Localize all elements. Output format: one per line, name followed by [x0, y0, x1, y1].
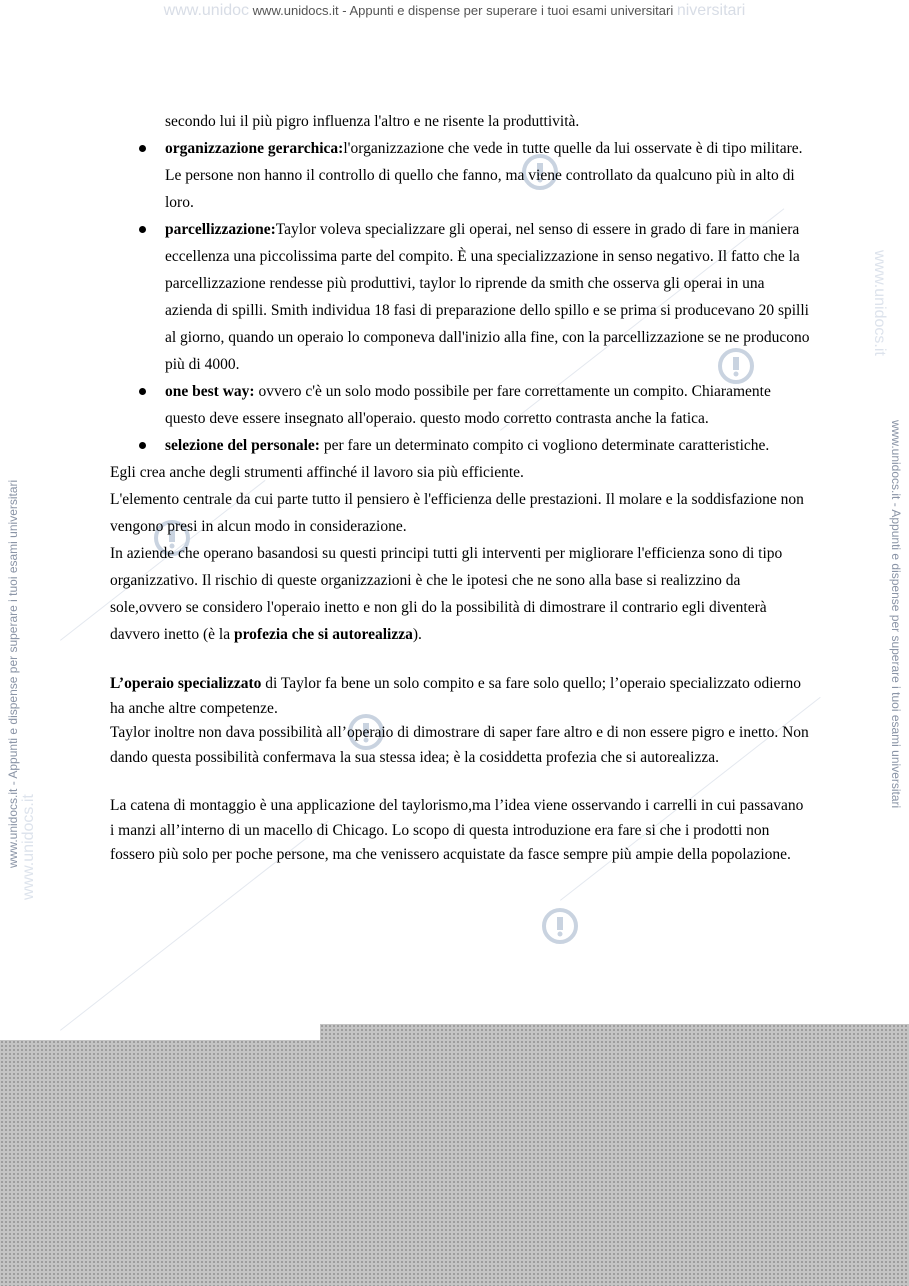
bullet-dot: [139, 145, 146, 152]
paragraph-elemento-centrale: L'elemento centrale da cui parte tutto il pensiero è l'efficienza delle prestazioni. Il molare e la soddisfazione non vengono presi in alcun modo in considerazione.: [110, 491, 804, 535]
left-side-faded-watermark: www.unidocs.it: [20, 794, 37, 900]
unidocs-logo-icon: [540, 906, 580, 946]
paragraph-aziende: [110, 540, 810, 648]
bullet-item-parcellizzazione: [110, 216, 810, 378]
header-watermark-text: www.unidocs.it - Appunti e dispense per superare i tuoi esami universitari: [252, 3, 674, 18]
bullet-term: organizzazione gerarchica:: [165, 140, 344, 157]
bullet-term: parcellizzazione:: [165, 221, 276, 238]
header-watermark-faded-left: www.unidoc: [163, 2, 250, 19]
paragraph-aziende-text: In aziende che operano basandosi su questi principi tutti gli interventi per migliorare l'efficienza sono di tipo organizzativo. Il rischio di queste organizzazioni è che le ipotesi che ne sono alla base si realizzino da sole,ovvero se considero l'operaio inetto e non gli do la possibilità di dimostrare il contrario egli diventerà davvero inetto (è la: [110, 545, 783, 643]
operaio-bold-text: L’operaio specializzato: [110, 675, 262, 692]
left-side-watermark: www.unidocs.it - Appunti e dispense per superare i tuoi esami universitari: [6, 479, 20, 868]
paragraph-operaio-text: di Taylor fa bene un solo compito e sa fare solo quello; l’operaio specializzato odierno ha anche altre competenze.: [110, 675, 802, 717]
bullet-term: one best way:: [165, 383, 255, 400]
paragraph-strumenti: Egli crea anche degli strumenti affinché il lavoro sia più efficiente.: [110, 464, 524, 481]
header-watermark-faded-right: niversitari: [676, 2, 746, 19]
bullet-continuation: [110, 108, 810, 135]
right-side-faded-watermark: www.unidocs.it: [871, 250, 888, 356]
bullet-text: per fare un determinato compito ci vogliono determinate caratteristiche.: [319, 437, 770, 454]
paragraph-catena-montaggio: La catena di montaggio è una applicazione del taylorismo,ma l’idea viene osservando i carrelli in cui passavano i manzi all’interno di un macello di Chicago. Lo scopo di questa introduzione era fare si che i prodotti non fossero più solo per poche persone, ma che venissero acquistate da fasce sempre più ampie della popolazione.: [110, 797, 804, 863]
bullet-term: selezione del personale:: [165, 437, 320, 454]
continuation-text: secondo lui il più pigro influenza l'altro e ne risente la produttività.: [165, 113, 580, 130]
bullet-dot: [139, 388, 146, 395]
bullet-dot: [139, 226, 146, 233]
document-body: [110, 108, 810, 868]
paragraph-gap: [110, 648, 810, 672]
bullet-list: [110, 108, 810, 459]
bullet-item-organizzazione: [110, 135, 810, 216]
bullet-text: ovvero c'è un solo modo possibile per fare correttamente un compito. Chiaramente questo deve essere insegnato all'operaio. questo modo corretto contrasta anche la fatica.: [165, 383, 771, 427]
header-watermark: [0, 2, 909, 20]
profezia-bold-text: profezia che si autorealizza: [233, 626, 413, 643]
paragraph-aziende-end: ).: [412, 626, 422, 643]
paragraph-gap: [110, 770, 810, 794]
paragraph-taylor-inoltre: Taylor inoltre non dava possibilità all’operaio di dimostrare di saper fare altro e di non essere pigro e inetto. Non dando questa possibilità confermava la sua stessa idea; è la cosiddetta profezia che si autorealizza.: [110, 724, 809, 766]
bullet-dot: [139, 442, 146, 449]
bullet-text: l'organizzazione che vede in tutte quelle da lui osservate è di tipo militare. Le persone non hanno il controllo di quello che fanno, ma viene controllato da qualcuno più in alto di loro.: [165, 140, 803, 211]
preview-blur-overlay: [0, 1040, 909, 1286]
bullet-item-selezione: [110, 432, 810, 459]
right-side-watermark: www.unidocs.it - Appunti e dispense per superare i tuoi esami universitari: [889, 420, 903, 809]
paragraph-operaio-specializzato: [110, 672, 810, 721]
bullet-item-one-best-way: [110, 378, 810, 432]
bullet-text: Taylor voleva specializzare gli operai, nel senso di essere in grado di fare in maniera eccellenza una piccolissima parte del compito. È una specializzazione in senso negativo. Il fatto che la parcellizzazione rendesse più produttivi, taylor lo riprende da smith che osserva gli operai in una azienda di spilli. Smith individua 18 fasi di preparazione dello spillo e se prima si producevano 20 spilli al giorno, quando un operaio lo componeva dall'inizio alla fine, con la parcellizzazione se ne producono più di 4000.: [165, 221, 810, 373]
